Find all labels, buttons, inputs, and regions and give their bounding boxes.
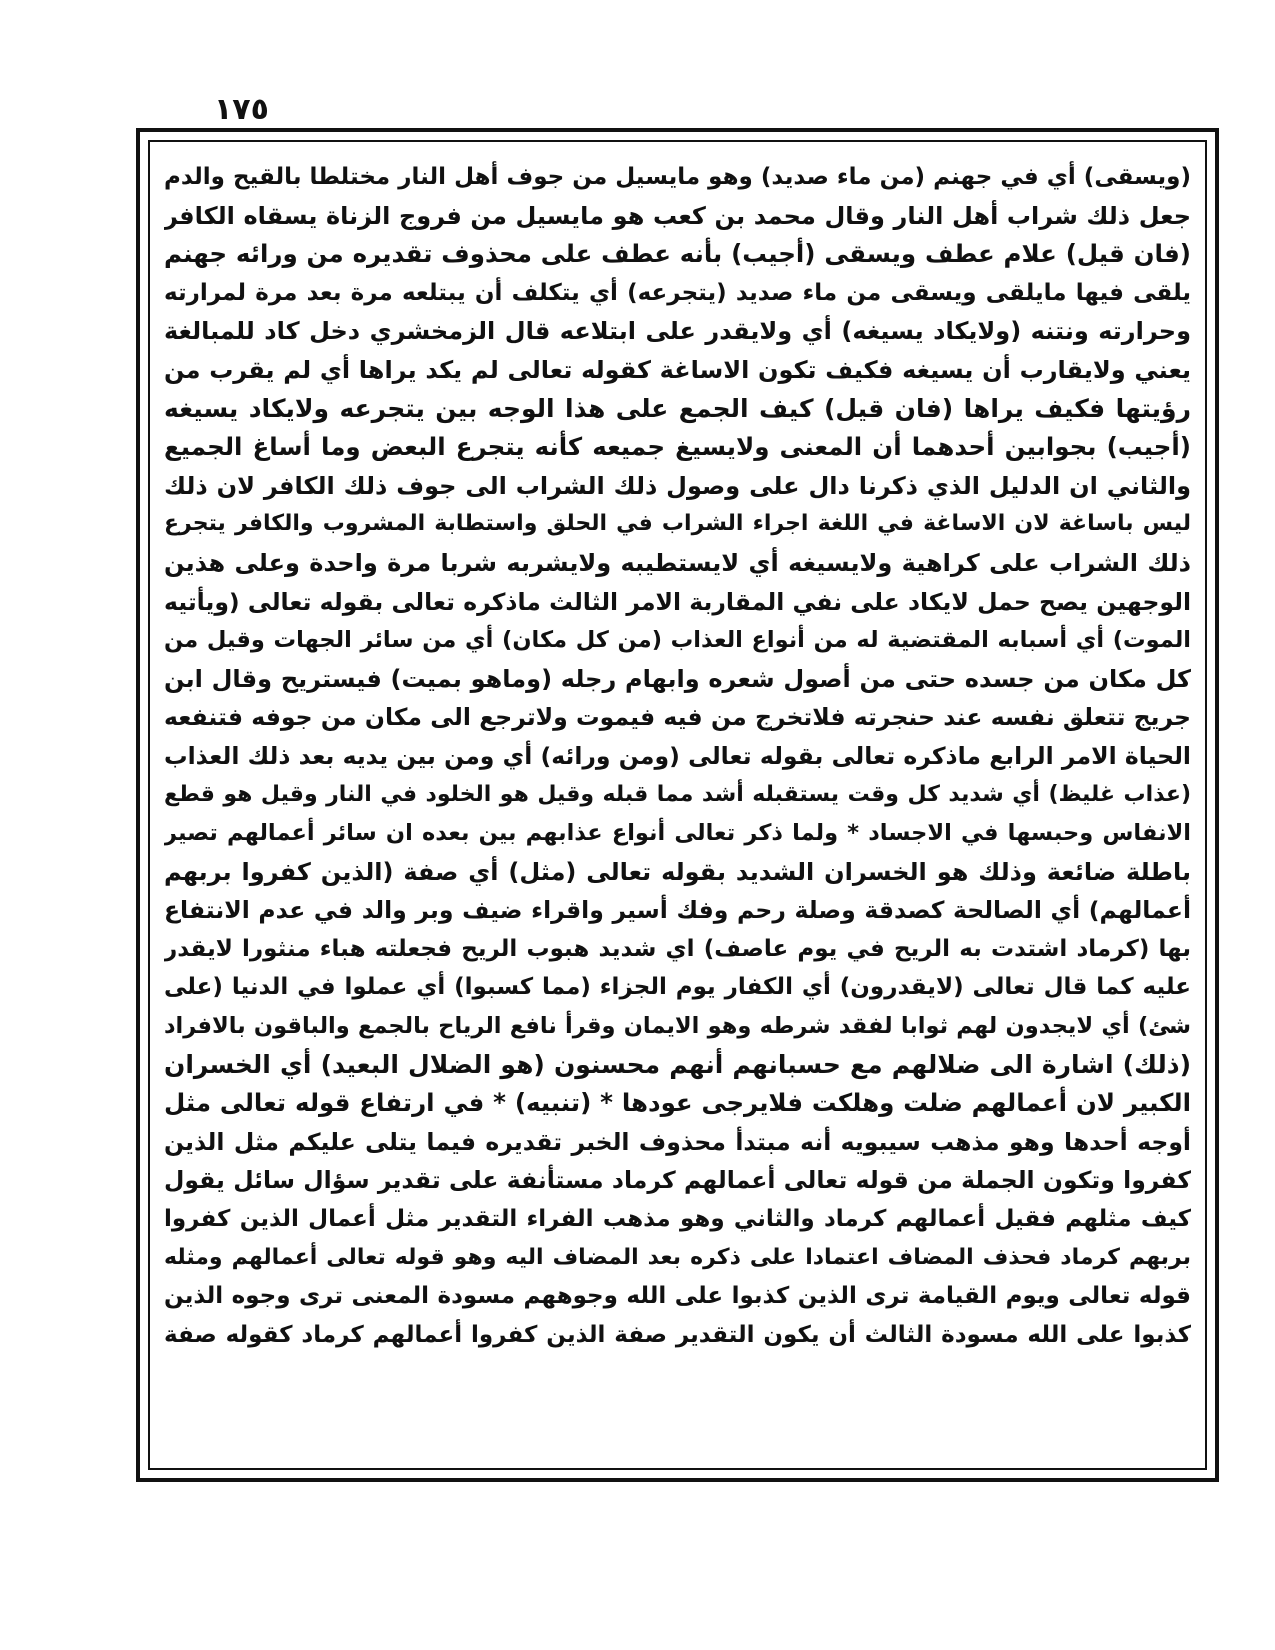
text-line: (عذاب غليظ) أي شديد كل وقت يستقبله أشد مما قبله وقيل هو الخلود في النار وقيل هو قطع xyxy=(164,781,1191,807)
text-line: جعل ذلك شراب أهل النار وقال محمد بن كعب هو مايسيل من فروج الزناة يسقاه الكافر xyxy=(164,201,1191,230)
text-line: عليه كما قال تعالى (لايقدرون) أي الكفار يوم الجزاء (مما كسبوا) أي عملوا في الدنيا (على xyxy=(164,974,1191,1001)
text-line: والثاني ان الدليل الذي ذكرنا دال على وصول ذلك الشراب الى جوف ذلك الكافر لان ذلك xyxy=(164,471,1191,500)
text-line: رؤيتها فكيف يراها (فان قيل) كيف الجمع على هذا الوجه بين يتجرعه ولايكاد يسيغه xyxy=(164,393,1191,423)
text-line: بربهم كرماد فحذف المضاف اعتمادا على ذكره بعد المضاف اليه وهو قوله تعالى أعمالهم ومثله xyxy=(164,1244,1191,1270)
text-line: الكبير لان أعمالهم ضلت وهلكت فلايرجى عودها * (تنبيه) * في ارتفاع قوله تعالى مثل xyxy=(164,1088,1191,1118)
text-line: (فان قيل) علام عطف ويسقى (أجيب) بأنه عطف على محذوف تقديره من ورائه جهنم xyxy=(164,239,1191,269)
page-frame-outer xyxy=(136,128,1219,1482)
text-line: أوجه أحدها وهو مذهب سيبويه أنه مبتدأ محذوف الخبر تقديره فيما يتلى عليكم مثل الذين xyxy=(164,1127,1191,1156)
text-line: شئ) أي لايجدون لهم ثوابا لفقد شرطه وهو الايمان وقرأ نافع الرياح بالجمع والباقون بالافراد xyxy=(164,1013,1191,1040)
text-line: (ويسقى) أي في جهنم (من ماء صديد) وهو مايسيل من جوف أهل النار مختلطا بالقيح والدم xyxy=(164,164,1191,190)
text-line: كيف مثلهم فقيل أعمالهم كرماد والثاني وهو مذهب الفراء التقدير مثل أعمال الذين كفروا xyxy=(164,1206,1191,1233)
text-line: بها (كرماد اشتدت به الريح في يوم عاصف) اي شديد هبوب الريح فجعلته هباء منثورا لايقدر xyxy=(164,935,1191,962)
page-frame-inner xyxy=(148,140,1207,1470)
body-text xyxy=(164,158,1191,1454)
page-number: ١٧٥ xyxy=(214,92,269,127)
text-line: ليس باساغة لان الاساغة في اللغة اجراء الشراب في الحلق واستطابة المشروب والكافر يتجرع xyxy=(164,511,1191,537)
text-line: الموت) أي أسبابه المقتضية له من أنواع العذاب (من كل مكان) أي من سائر الجهات وقيل من xyxy=(164,627,1191,654)
text-line: (ذلك) اشارة الى ضلالهم مع حسبانهم أنهم محسنون (هو الضلال البعيد) أي الخسران xyxy=(164,1049,1191,1079)
text-line: وحرارته ونتنه (ولايكاد يسيغه) أي ولايقدر على ابتلاعه قال الزمخشري دخل كاد للمبالغة xyxy=(164,317,1191,346)
text-line: جريج تتعلق نفسه عند حنجرته فلاتخرج من فيه فيموت ولاترجع الى مكان من جوفه فتنفعه xyxy=(164,703,1191,732)
text-line: الحياة الامر الرابع ماذكره تعالى بقوله تعالى (ومن ورائه) أي ومن بين يديه بعد ذلك العذاب xyxy=(164,741,1191,770)
text-line: قوله تعالى ويوم القيامة ترى الذين كذبوا على الله وجوههم مسودة المعنى ترى وجوه الذين xyxy=(164,1283,1191,1310)
text-line: كفروا وتكون الجملة من قوله تعالى أعمالهم كرماد مستأنفة على تقدير سؤال سائل يقول xyxy=(164,1166,1191,1195)
text-line: كذبوا على الله مسودة الثالث أن يكون التقدير صفة الذين كفروا أعمالهم كرماد كقوله صفة xyxy=(164,1321,1191,1348)
text-line: باطلة ضائعة وذلك هو الخسران الشديد بقوله تعالى (مثل) أي صفة (الذين كفروا بربهم xyxy=(164,857,1191,886)
text-line: ذلك الشراب على كراهية ولايسيغه أي لايستطيبه ولايشربه شربا مرة واحدة وعلى هذين xyxy=(164,548,1191,577)
text-line: الوجهين يصح حمل لايكاد على نفي المقاربة الامر الثالث ماذكره تعالى بقوله تعالى (ويأتيه xyxy=(164,587,1191,616)
text-line: أعمالهم) أي الصالحة كصدقة وصلة رحم وفك أسير واقراء ضيف وبر والد في عدم الانتفاع xyxy=(164,896,1191,925)
text-line: يعني ولايقارب أن يسيغه فكيف تكون الاساغة كقوله تعالى لم يكد يراها أي لم يقرب من xyxy=(164,355,1191,384)
text-line: الانفاس وحبسها في الاجساد * ولما ذكر تعالى أنواع عذابهم بين بعده ان سائر أعمالهم تصير xyxy=(164,820,1191,847)
text-line: (أجيب) بجوابين أحدهما أن المعنى ولايسيغ جميعه كأنه يتجرع البعض وما أساغ الجميع xyxy=(164,432,1191,462)
text-line: كل مكان من جسده حتى من أصول شعره وابهام رجله (وماهو بميت) فيستريح وقال ابن xyxy=(164,664,1191,693)
text-line: يلقى فيها مايلقى ويسقى من ماء صديد (يتجرعه) أي يتكلف أن يبتلعه مرة بعد مرة لمرارته xyxy=(164,279,1191,306)
